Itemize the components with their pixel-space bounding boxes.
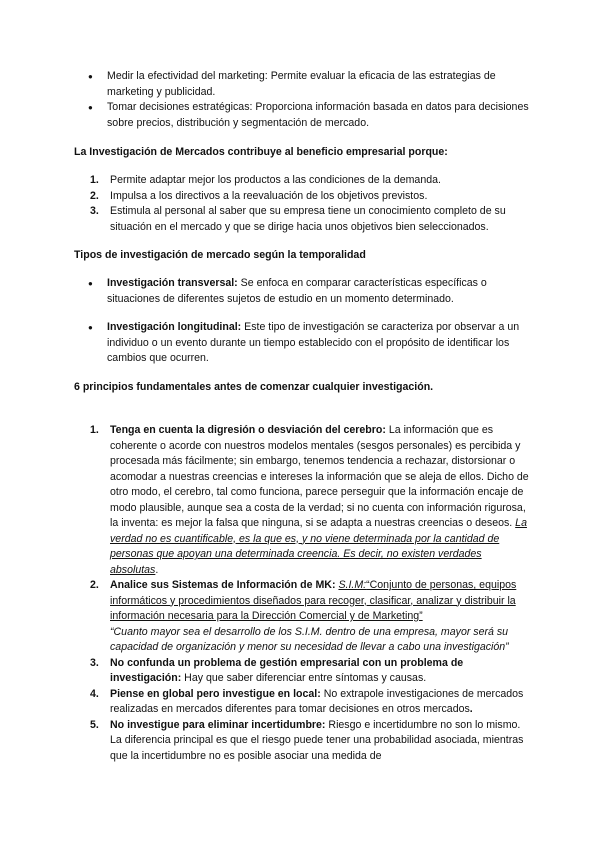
- section-heading-temporalidad: Tipos de investigación de mercado según la temporalidad: [74, 249, 366, 261]
- list-item: ● Investigación transversal: Se enfoca en comparar características específicas o situaciones de diferentes sujetos de estudio en un momento determinado.: [74, 276, 532, 307]
- list-item: 2. Impulsa a los directivos a la reevaluación de los objetivos previstos.: [90, 189, 428, 202]
- list-item: 2. Analice sus Sistemas de Información de MK: S.I.M:“Conjunto de personas, equipos informáticos y procedimientos diseñados para recoger, clasificar, analizar y distribuir la información necesaria para la Dirección Comercial y de Marketing” “Cuanto mayor sea el desarrollo de los S.I.M. dentro de una empresa, mayor será su capacidad de organización y menor su necesidad de llevar a cabo una investigación”: [90, 579, 517, 653]
- principios-list: [74, 423, 532, 764]
- beneficio-list: [74, 173, 532, 235]
- list-item: 1. Permite adaptar mejor los productos a las condiciones de la demanda.: [90, 174, 441, 186]
- list-item: 4. Piense en global pero investigue en local: No extrapole investigaciones de mercados realizadas en mercados diferentes para tomar decisiones en otros mercados.: [90, 687, 524, 715]
- list-item: 3. Estimula al personal al saber que su empresa tiene un conocimiento completo de su situación en el mercado y que se dirige hacia unos objetivos bien seleccionados.: [90, 205, 506, 233]
- section-heading-principios: 6 principios fundamentales antes de comenzar cualquier investigación.: [74, 381, 434, 393]
- list-item: ● Tomar decisiones estratégicas: Proporciona información basada en datos para decisiones sobre precios, distribución y segmentación de mercado.: [74, 100, 532, 131]
- list-item: 3. No confunda un problema de gestión empresarial con un problema de investigación: Hay que saber diferenciar entre síntomas y causas.: [90, 656, 464, 684]
- list-item: ● Investigación longitudinal: Este tipo de investigación se caracteriza por observar a un individuo o un evento durante un tiempo establecido con el propósito de identificar los cambios que ocurren.: [74, 320, 532, 367]
- intro-bullet-list: [74, 69, 532, 131]
- list-item: ● Medir la efectividad del marketing: Permite evaluar la eficacia de las estrategias de marketing y publicidad.: [74, 69, 532, 100]
- list-item: 1. Tenga en cuenta la digresión o desviación del cerebro: La información que es coherente o acorde con nuestros modelos mentales (sesgos personales) es percibida y procesada más fácilmente; sin embargo, tenemos tendencia a rechazar, distorsionar o acomodar a nuestras creencias e intereses la información que se aleja de ellos. Dicho de otro modo, el cerebro, tal como funciona, parece perseguir que la información encaje de modo plausible, aunque sea a costa de la verdad; si no cuenta con información rigurosa, la inventa: es mejor la falsa que ninguna, si se adapta a nuestras creencias o deseos. La verdad no es cuantificable, es la que es, y no viene determinada por la cantidad de personas que apoyan una determinada creencia. Es decir, no existen verdades absolutas.: [90, 424, 529, 576]
- temporalidad-list: [74, 276, 532, 307]
- section-heading-beneficio: La Investigación de Mercados contribuye al beneficio empresarial porque:: [74, 146, 448, 158]
- temporalidad-list-2: [74, 320, 532, 367]
- list-item: 5. No investigue para eliminar incertidumbre: Riesgo e incertidumbre no son lo mismo. La diferencia principal es que el riesgo puede tener una probabilidad asociada, mientras que la incertidumbre no es posible asociar una medida de: [90, 718, 524, 762]
